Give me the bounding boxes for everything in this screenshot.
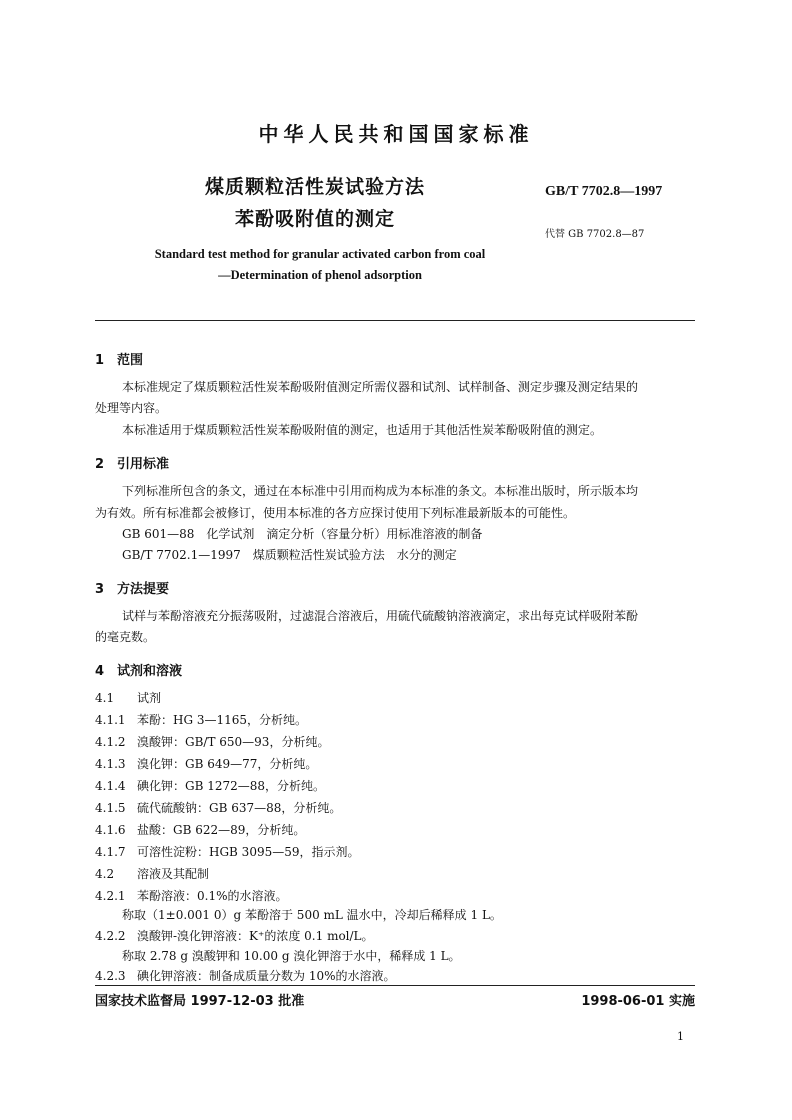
paragraph: 称取 2.78 g 溴酸钾和 10.00 g 溴化钾溶于水中，稀释成 1 L。 [122, 949, 461, 963]
replaces-standard: 代替 GB 7702.8—87 [545, 229, 645, 240]
section-heading: 2 引用标准 [95, 457, 170, 472]
list-item: 4.1.5 硫代硫酸钠：GB 637—88，分析纯。 [95, 801, 342, 815]
english-title-line2: —Determination of phenol adsorption [218, 268, 422, 282]
list-item: 4.1.6 盐酸：GB 622—89，分析纯。 [95, 823, 306, 837]
list-item: 4.1.1 苯酚：HG 3—1165，分析纯。 [95, 713, 308, 727]
paragraph: 的毫克数。 [95, 630, 156, 644]
header-divider [95, 320, 695, 321]
list-item: 4.2.3 碘化钾溶液：制备成质量分数为 10%的水溶液。 [95, 969, 396, 983]
page-number: 1 [677, 1030, 684, 1043]
paragraph: 称取（1±0.001 0）g 苯酚溶于 500 mL 温水中，冷却后稀释成 1 L。 [122, 908, 502, 922]
paragraph: 处理等内容。 [95, 401, 168, 415]
paragraph: 本标准适用于煤质颗粒活性炭苯酚吸附值的测定，也适用于其他活性炭苯酚吸附值的测定。 [122, 423, 603, 437]
national-standard-heading: 中华人民共和国国家标准 [258, 122, 534, 146]
list-item: 4.2 溶液及其配制 [95, 867, 210, 881]
paragraph: 试样与苯酚溶液充分振荡吸附，过滤混合溶液后，用硫代硫酸钠溶液滴定，求出每克试样吸附苯酚 [122, 609, 639, 623]
chinese-title-line2: 苯酚吸附值的测定 [234, 208, 395, 230]
approval-info: 国家技术监督局 1997-12-03 批准 [95, 994, 305, 1009]
section-heading: 4 试剂和溶液 [95, 664, 183, 679]
list-item: 4.2.1 苯酚溶液：0.1%的水溶液。 [95, 889, 288, 903]
list-item: 4.1.3 溴化钾：GB 649—77，分析纯。 [95, 757, 318, 771]
paragraph: 本标准规定了煤质颗粒活性炭苯酚吸附值测定所需仪器和试剂、试样制备、测定步骤及测定结果的 [122, 380, 639, 394]
list-item: 4.2.2 溴酸钾-溴化钾溶液：K⁺的浓度 0.1 mol/L。 [95, 929, 374, 943]
footer-divider [95, 985, 695, 986]
standard-number: GB/T 7702.8—1997 [545, 184, 663, 199]
paragraph: 为有效。所有标准都会被修订，使用本标准的各方应探讨使用下列标准最新版本的可能性。 [95, 506, 576, 520]
reference-item: GB/T 7702.1—1997 煤质颗粒活性炭试验方法 水分的测定 [122, 548, 457, 562]
list-item: 4.1.7 可溶性淀粉：HGB 3095—59，指示剂。 [95, 845, 360, 859]
list-item: 4.1 试剂 [95, 691, 162, 705]
english-title-line1: Standard test method for granular activated carbon from coal [154, 247, 486, 261]
list-item: 4.1.4 碘化钾：GB 1272—88，分析纯。 [95, 779, 326, 793]
section-heading: 3 方法提要 [95, 582, 170, 597]
paragraph: 下列标准所包含的条文，通过在本标准中引用而构成为本标准的条文。本标准出版时，所示版本均 [122, 484, 639, 498]
implementation-date: 1998-06-01 实施 [581, 994, 695, 1009]
chinese-title-line1: 煤质颗粒活性炭试验方法 [204, 176, 425, 198]
reference-item: GB 601—88 化学试剂 滴定分析（容量分析）用标准溶液的制备 [122, 527, 483, 541]
section-heading: 1 范围 [95, 353, 144, 368]
list-item: 4.1.2 溴酸钾：GB/T 650—93，分析纯。 [95, 735, 330, 749]
